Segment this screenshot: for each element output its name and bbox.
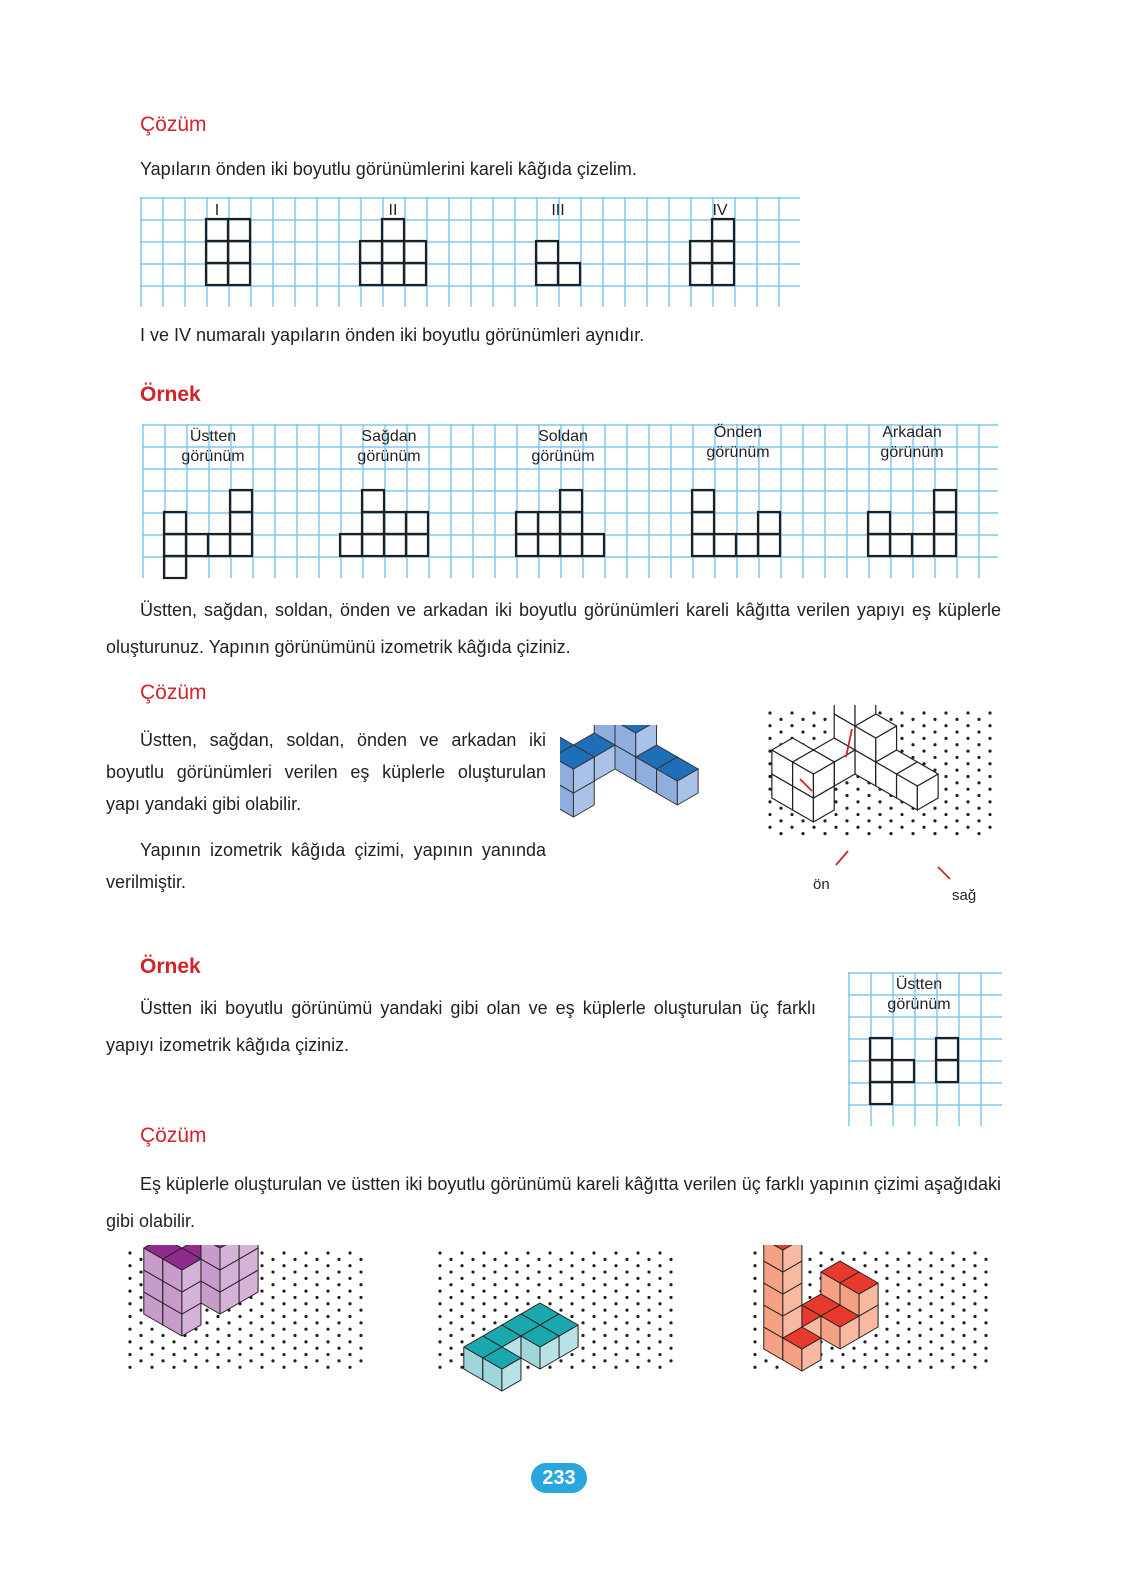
solution-conclusion: I ve IV numaralı yapıların önden iki boyutlu görünümleri aynıdır. xyxy=(140,325,645,345)
example-heading-1: Örnek xyxy=(140,383,201,406)
example-heading-2: Örnek xyxy=(140,955,201,978)
solution-heading-3: Çözüm xyxy=(140,1124,207,1147)
view-label-left: Soldan görünüm xyxy=(531,428,595,465)
label-iii: III xyxy=(551,202,565,219)
purple-structure xyxy=(120,1245,370,1445)
label-i: I xyxy=(214,202,220,219)
view-label-right: Sağdan görünüm xyxy=(357,428,421,465)
solution-intro: Yapıların önden iki boyutlu görünümlerini kareli kâğıda çizelim. xyxy=(140,159,637,179)
blue-cube-structure xyxy=(560,725,760,875)
red-structure xyxy=(745,1245,995,1445)
label-ii: II xyxy=(388,202,398,219)
view-i-cell xyxy=(206,219,228,241)
pointer-arrow xyxy=(938,867,950,879)
iso-label-front: ön xyxy=(813,876,830,893)
view-label-top: Üstten görünüm xyxy=(181,428,245,465)
isometric-drawing xyxy=(760,705,1000,915)
solution-text-1: Üstten, sağdan, soldan, önden ve arkadan iki boyutlu görünümleri verilen eş küplerle oluşturulan yapı yandaki gibi olabilir. xyxy=(106,730,546,814)
label-iv: IV xyxy=(712,202,728,219)
view-label-back: Arkadan görünüm xyxy=(880,424,944,461)
pointer-arrow xyxy=(836,851,848,865)
view-label-front: Önden görünüm xyxy=(706,424,770,461)
front-views-grid xyxy=(140,197,800,309)
page-number: 233 xyxy=(531,1463,587,1493)
iso-label-right: sağ xyxy=(952,887,977,904)
top-view-label: Üstten görünüm xyxy=(887,976,951,1013)
solution-text-3: Eş küplerle oluşturulan ve üstten iki boyutlu görünümü kareli kâğıtta verilen üç farklı yapının çizimi aşağıdaki gibi olabilir. xyxy=(106,1174,1001,1231)
solution-heading-2: Çözüm xyxy=(140,681,207,704)
solution-text-2: Yapının izometrik kâğıda çizimi, yapının yanında verilmiştir. xyxy=(106,840,546,892)
example-question-2: Üstten iki boyutlu görünümü yandaki gibi olan ve eş küplerle oluşturulan üç farklı yapıyı izometrik kâğıda çiziniz. xyxy=(106,998,816,1055)
teal-structure xyxy=(430,1245,680,1445)
solution-heading-1: Çözüm xyxy=(140,113,207,136)
example-question-1: Üstten, sağdan, soldan, önden ve arkadan iki boyutlu görünümleri kareli kâğıtta verilen yapıyı eş küplerle oluşturunuz. Yapının görünümünü izometrik kâğıda çiziniz. xyxy=(106,600,1001,657)
